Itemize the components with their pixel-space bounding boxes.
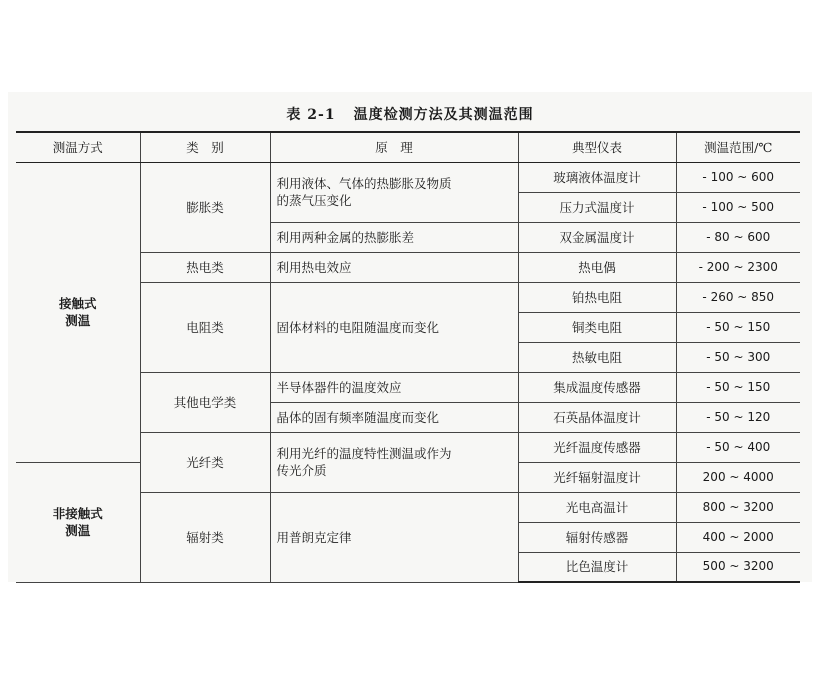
principle-cell: 用普朗克定律 [270,492,518,582]
header-method: 测温方式 [16,132,140,162]
table-title: 温度检测方法及其测温范围 [353,107,534,123]
header-instrument: 典型仪表 [518,132,676,162]
instrument-cell: 光电高温计 [518,492,676,522]
category-radiation: 辐射类 [140,492,270,582]
range-cell: - 50 ~ 300 [676,342,800,372]
range-cell: - 50 ~ 120 [676,402,800,432]
instrument-cell: 石英晶体温度计 [518,402,676,432]
instrument-cell: 集成温度传感器 [518,372,676,402]
principle-cell: 固体材料的电阻随温度而变化 [270,282,518,372]
range-cell: 800 ~ 3200 [676,492,800,522]
temperature-methods-table [16,131,800,583]
table-row [16,162,800,192]
range-cell: - 50 ~ 150 [676,312,800,342]
principle-cell: 晶体的固有频率随温度而变化 [270,402,518,432]
instrument-cell: 热电偶 [518,252,676,282]
range-cell: 400 ~ 2000 [676,522,800,552]
header-range: 测温范围/℃ [676,132,800,162]
category-thermoelectric: 热电类 [140,252,270,282]
range-cell: - 50 ~ 400 [676,432,800,462]
principle-cell: 利用热电效应 [270,252,518,282]
range-cell: 500 ~ 3200 [676,552,800,582]
category-other-electrical: 其他电学类 [140,372,270,432]
instrument-cell: 光纤温度传感器 [518,432,676,462]
range-cell: - 100 ~ 600 [676,162,800,192]
instrument-cell: 比色温度计 [518,552,676,582]
range-cell: - 80 ~ 600 [676,222,800,252]
instrument-cell: 压力式温度计 [518,192,676,222]
category-expansion: 膨胀类 [140,162,270,252]
principle-cell: 半导体器件的温度效应 [270,372,518,402]
category-fiber-optic: 光纤类 [140,432,270,492]
instrument-cell: 双金属温度计 [518,222,676,252]
range-cell: - 200 ~ 2300 [676,252,800,282]
table-caption [0,104,820,124]
instrument-cell: 铜类电阻 [518,312,676,342]
method-non-contact: 非接触式 测温 [16,462,140,582]
instrument-cell: 辐射传感器 [518,522,676,552]
table-number: 表 2-1 [286,107,336,123]
range-cell: - 50 ~ 150 [676,372,800,402]
instrument-cell: 铂热电阻 [518,282,676,312]
header-row [16,132,800,162]
method-contact: 接触式 测温 [16,162,140,462]
header-principle: 原 理 [270,132,518,162]
principle-cell: 利用光纤的温度特性测温或作为 传光介质 [270,432,518,492]
instrument-cell: 玻璃液体温度计 [518,162,676,192]
principle-cell: 利用液体、气体的热膨胀及物质 的蒸气压变化 [270,162,518,222]
instrument-cell: 热敏电阻 [518,342,676,372]
range-cell: 200 ~ 4000 [676,462,800,492]
range-cell: - 100 ~ 500 [676,192,800,222]
range-cell: - 260 ~ 850 [676,282,800,312]
header-category: 类 别 [140,132,270,162]
principle-cell: 利用两种金属的热膨胀差 [270,222,518,252]
category-resistance: 电阻类 [140,282,270,372]
instrument-cell: 光纤辐射温度计 [518,462,676,492]
